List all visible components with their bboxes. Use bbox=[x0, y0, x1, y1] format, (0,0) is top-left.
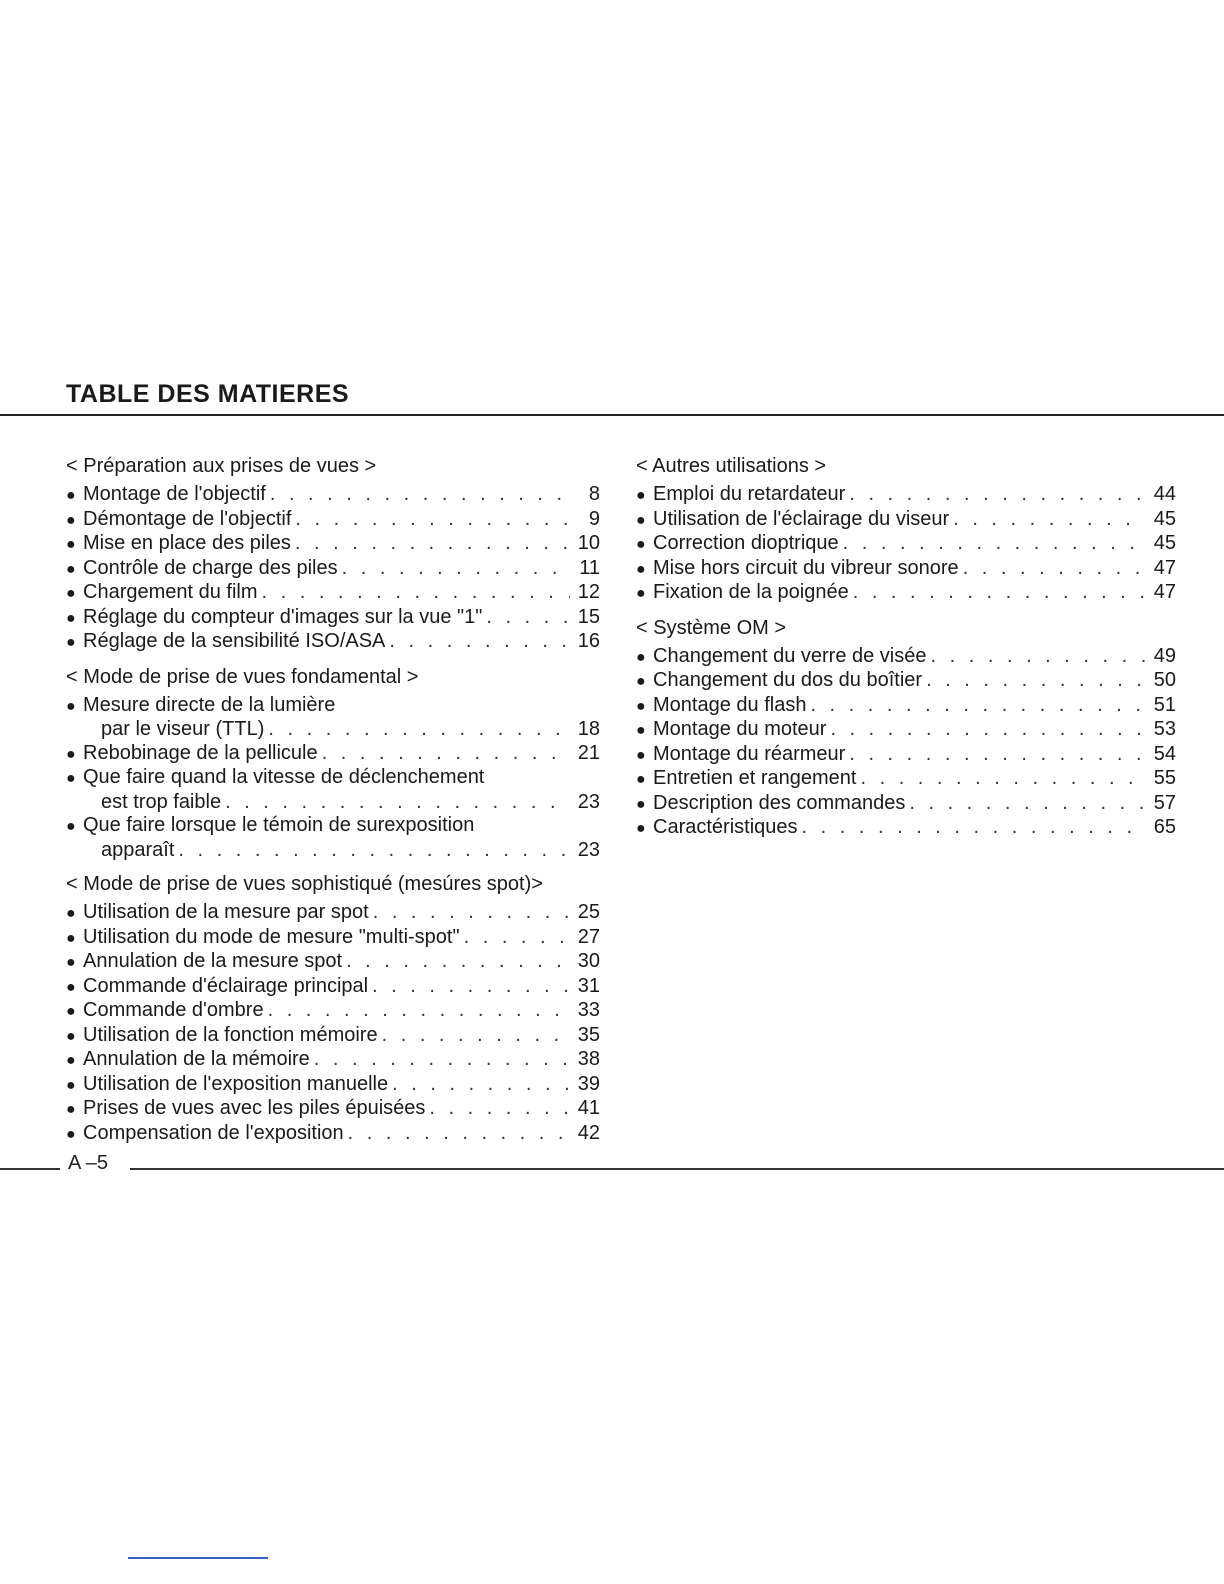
toc-entry-label-continued: est trop faible bbox=[101, 790, 222, 813]
dot-leader bbox=[830, 718, 1146, 742]
toc-entry[interactable] bbox=[66, 1122, 600, 1147]
toc-page-number: 21 bbox=[577, 741, 600, 764]
dot-leader bbox=[810, 694, 1146, 718]
toc-right-column bbox=[636, 454, 1176, 841]
dot-leader bbox=[849, 743, 1146, 767]
blue-underline bbox=[128, 1557, 268, 1559]
toc-entry-label: Mesure directe de la lumière bbox=[83, 693, 336, 716]
toc-entry-label: Montage de l'objectif bbox=[83, 483, 266, 505]
toc-page-number: 53 bbox=[1153, 718, 1176, 740]
dot-leader bbox=[225, 791, 570, 815]
toc-page-number: 55 bbox=[1153, 767, 1176, 789]
section-heading: < Mode de prise de vues fondamental > bbox=[66, 665, 419, 688]
bullet-icon: ● bbox=[66, 1003, 76, 1020]
toc-page-number: 47 bbox=[1153, 556, 1176, 579]
toc-entry[interactable] bbox=[636, 581, 1176, 606]
dot-leader bbox=[860, 767, 1146, 791]
toc-page-number: 35 bbox=[577, 1023, 600, 1046]
footer-rule-right bbox=[130, 1168, 1224, 1170]
toc-entry-label: Prises de vues avec les piles épuisées bbox=[83, 1097, 426, 1119]
toc-entry[interactable] bbox=[636, 532, 1176, 557]
toc-page-number: 12 bbox=[577, 581, 600, 603]
toc-entry-label: Contrôle de charge des piles bbox=[83, 556, 338, 579]
bullet-icon: ● bbox=[636, 536, 646, 553]
toc-entry[interactable] bbox=[636, 767, 1176, 792]
bullet-icon: ● bbox=[66, 954, 76, 971]
toc-entry[interactable] bbox=[66, 950, 600, 975]
bullet-icon: ● bbox=[66, 1101, 76, 1118]
section-heading: < Autres utilisations > bbox=[636, 455, 827, 477]
bullet-icon: ● bbox=[66, 770, 76, 787]
toc-page-number: 39 bbox=[577, 1072, 600, 1095]
toc-page-number: 23 bbox=[577, 790, 600, 813]
toc-entry-continuation[interactable] bbox=[66, 718, 600, 742]
bullet-icon: ● bbox=[636, 722, 646, 739]
toc-page-number: 23 bbox=[577, 838, 600, 861]
toc-entry-label: Emploi du retardateur bbox=[653, 483, 846, 505]
dot-leader bbox=[429, 1097, 570, 1121]
section-heading: < Système OM > bbox=[636, 616, 787, 639]
toc-page-number: 31 bbox=[577, 974, 600, 997]
toc-page-number: 45 bbox=[1153, 532, 1176, 554]
toc-entry-continuation[interactable] bbox=[66, 791, 600, 815]
footer-rule-left bbox=[0, 1168, 60, 1170]
bullet-icon: ● bbox=[66, 978, 76, 996]
toc-entry[interactable] bbox=[636, 645, 1176, 670]
toc-entry-label-continued: apparaît bbox=[101, 838, 175, 861]
page-title: TABLE DES MATIERES bbox=[66, 380, 350, 408]
bullet-icon: ● bbox=[636, 585, 646, 602]
toc-entry-label: Fixation de la poignée bbox=[653, 581, 849, 603]
toc-entry-label-continued: par le viseur (TTL) bbox=[101, 718, 265, 740]
dot-leader bbox=[953, 508, 1146, 532]
dot-leader bbox=[843, 532, 1146, 556]
bullet-icon: ● bbox=[66, 487, 76, 504]
toc-entry[interactable] bbox=[66, 742, 600, 767]
bullet-icon: ● bbox=[66, 634, 76, 651]
bullet-icon: ● bbox=[636, 560, 646, 578]
toc-entry[interactable] bbox=[66, 901, 600, 926]
toc-entry[interactable] bbox=[66, 483, 600, 508]
toc-entry[interactable] bbox=[66, 999, 600, 1024]
bullet-icon: ● bbox=[636, 511, 646, 529]
toc-entry-label: Mise en place des piles bbox=[83, 532, 291, 554]
toc-entry[interactable] bbox=[66, 1073, 600, 1098]
dot-leader bbox=[372, 975, 570, 999]
dot-leader bbox=[322, 742, 570, 766]
toc-entry-label: Mise hors circuit du vibreur sonore bbox=[653, 556, 959, 579]
bullet-icon: ● bbox=[66, 536, 76, 553]
toc-entry-label: Chargement du film bbox=[83, 581, 258, 603]
bullet-icon: ● bbox=[636, 487, 646, 504]
toc-entry-label: Utilisation de l'exposition manuelle bbox=[83, 1072, 389, 1095]
toc-entry-label: Description des commandes bbox=[653, 791, 906, 814]
toc-entry[interactable] bbox=[66, 557, 600, 582]
dot-leader bbox=[178, 839, 570, 863]
toc-entry[interactable] bbox=[66, 630, 600, 655]
toc-entry-label: Entretien et rangement bbox=[653, 767, 857, 789]
toc-entry[interactable] bbox=[66, 766, 600, 791]
toc-entry-label: Montage du réarmeur bbox=[653, 742, 846, 765]
toc-entry[interactable] bbox=[636, 483, 1176, 508]
footer-page-number: A –5 bbox=[68, 1152, 109, 1174]
bullet-icon: ● bbox=[66, 818, 76, 835]
dot-leader bbox=[270, 483, 570, 507]
toc-entry-label: Commande d'éclairage principal bbox=[83, 974, 369, 997]
dot-leader bbox=[268, 999, 570, 1023]
dot-leader bbox=[373, 901, 570, 925]
dot-leader bbox=[346, 950, 570, 974]
toc-entry-label: Annulation de la mesure spot bbox=[83, 950, 343, 972]
toc-page-number: 18 bbox=[577, 718, 600, 740]
toc-entry-continuation[interactable] bbox=[66, 839, 600, 863]
toc-entry-label: Réglage de la sensibilité ISO/ASA bbox=[83, 630, 386, 652]
dot-leader bbox=[926, 669, 1146, 693]
toc-entry-label: Utilisation de la mesure par spot bbox=[83, 901, 369, 923]
toc-entry[interactable] bbox=[66, 581, 600, 606]
toc-entry[interactable] bbox=[636, 694, 1176, 719]
toc-entry[interactable] bbox=[66, 1097, 600, 1122]
toc-entry-label: Correction dioptrique bbox=[653, 532, 839, 554]
toc-entry[interactable] bbox=[66, 532, 600, 557]
dot-leader bbox=[295, 508, 570, 532]
dot-leader bbox=[392, 1073, 570, 1097]
toc-page-number: 10 bbox=[577, 532, 600, 554]
toc-entry[interactable] bbox=[66, 606, 600, 631]
dot-leader bbox=[464, 926, 570, 950]
toc-page-number: 47 bbox=[1153, 581, 1176, 603]
toc-entry-label: Montage du flash bbox=[653, 693, 807, 716]
toc-page-number: 16 bbox=[577, 630, 600, 652]
toc-page-number: 15 bbox=[577, 605, 600, 628]
toc-entry[interactable] bbox=[66, 926, 600, 951]
toc-page-number: 9 bbox=[588, 507, 600, 530]
toc-entry[interactable] bbox=[66, 508, 600, 533]
toc-entry-label: Que faire lorsque le témoin de surexposition bbox=[83, 814, 475, 836]
toc-page-number: 45 bbox=[1153, 507, 1176, 530]
toc-entry-label: Changement du dos du boîtier bbox=[653, 669, 923, 691]
page-footer bbox=[0, 1152, 1224, 1176]
dot-leader bbox=[314, 1048, 570, 1072]
toc-page-number: 41 bbox=[577, 1097, 600, 1119]
toc-entry[interactable] bbox=[636, 669, 1176, 694]
toc-page-number: 11 bbox=[579, 556, 600, 579]
toc-entry[interactable] bbox=[636, 792, 1176, 817]
toc-page-number: 65 bbox=[1153, 816, 1176, 838]
header-rule bbox=[0, 414, 1224, 416]
toc-page-number: 54 bbox=[1153, 742, 1176, 765]
toc-entry[interactable] bbox=[66, 1024, 600, 1049]
toc-entry[interactable] bbox=[66, 1048, 600, 1073]
dot-leader bbox=[802, 816, 1146, 840]
bullet-icon: ● bbox=[66, 745, 76, 763]
bullet-icon: ● bbox=[66, 1027, 76, 1045]
dot-leader bbox=[295, 532, 570, 556]
bullet-icon: ● bbox=[636, 697, 646, 715]
toc-page-number: 50 bbox=[1153, 669, 1176, 691]
section-heading: < Mode de prise de vues sophistiqué (mesúres spot)> bbox=[66, 873, 543, 895]
toc-left-column bbox=[66, 454, 600, 1146]
toc-entry-label: Que faire quand la vitesse de déclenchement bbox=[83, 766, 485, 788]
toc-entry-label: Utilisation de l'éclairage du viseur bbox=[653, 507, 950, 530]
toc-entry[interactable] bbox=[66, 814, 600, 839]
toc-page-number: 42 bbox=[577, 1121, 600, 1144]
toc-entry[interactable] bbox=[636, 743, 1176, 768]
dot-leader bbox=[486, 606, 570, 630]
toc-entry-label: Compensation de l'exposition bbox=[83, 1121, 344, 1144]
toc-entry-label: Utilisation de la fonction mémoire bbox=[83, 1023, 378, 1046]
bullet-icon: ● bbox=[66, 1076, 76, 1094]
toc-entry-label: Montage du moteur bbox=[653, 718, 827, 740]
dot-leader bbox=[909, 792, 1146, 816]
toc-page-number: 25 bbox=[577, 901, 600, 923]
bullet-icon: ● bbox=[636, 746, 646, 764]
toc-page-number: 38 bbox=[577, 1048, 600, 1070]
dot-leader bbox=[963, 557, 1146, 581]
toc-entry[interactable] bbox=[66, 975, 600, 1000]
bullet-icon: ● bbox=[66, 905, 76, 922]
toc-entry-label: Utilisation du mode de mesure "multi-spot" bbox=[83, 925, 460, 948]
toc-entry[interactable] bbox=[636, 816, 1176, 841]
toc-page-number: 8 bbox=[588, 483, 600, 505]
toc-entry-label: Commande d'ombre bbox=[83, 999, 264, 1021]
bullet-icon: ● bbox=[66, 560, 76, 578]
toc-entry-label: Démontage de l'objectif bbox=[83, 507, 292, 530]
toc-page-number: 57 bbox=[1153, 791, 1176, 814]
bullet-icon: ● bbox=[66, 1052, 76, 1069]
dot-leader bbox=[389, 630, 570, 654]
bullet-icon: ● bbox=[66, 929, 76, 947]
dot-leader bbox=[342, 557, 570, 581]
toc-page-number: 33 bbox=[577, 999, 600, 1021]
dot-leader bbox=[853, 581, 1146, 605]
bullet-icon: ● bbox=[636, 820, 646, 837]
dot-leader bbox=[268, 718, 570, 742]
toc-entry-label: Réglage du compteur d'images sur la vue "1" bbox=[83, 605, 483, 628]
toc-entry[interactable] bbox=[636, 508, 1176, 533]
bullet-icon: ● bbox=[66, 585, 76, 602]
toc-entry-label: Caractéristiques bbox=[653, 816, 798, 838]
dot-leader bbox=[382, 1024, 570, 1048]
toc-entry-label: Changement du verre de visée bbox=[653, 644, 927, 667]
bullet-icon: ● bbox=[66, 609, 76, 627]
bullet-icon: ● bbox=[636, 673, 646, 690]
bullet-icon: ● bbox=[636, 648, 646, 666]
toc-entry-label: Annulation de la mémoire bbox=[83, 1048, 310, 1070]
bullet-icon: ● bbox=[66, 1125, 76, 1143]
bullet-icon: ● bbox=[636, 795, 646, 813]
toc-page-number: 49 bbox=[1153, 644, 1176, 667]
dot-leader bbox=[262, 581, 570, 605]
toc-page-number: 30 bbox=[577, 950, 600, 972]
toc-page-number: 44 bbox=[1153, 483, 1176, 505]
dot-leader bbox=[849, 483, 1146, 507]
dot-leader bbox=[931, 645, 1147, 669]
toc-entry[interactable] bbox=[636, 557, 1176, 582]
toc-page-number: 27 bbox=[577, 925, 600, 948]
bullet-icon: ● bbox=[636, 771, 646, 788]
toc-entry[interactable] bbox=[66, 694, 600, 719]
toc-page-number: 51 bbox=[1153, 693, 1176, 716]
bullet-icon: ● bbox=[66, 697, 76, 715]
section-heading: < Préparation aux prises de vues > bbox=[66, 455, 377, 477]
toc-entry[interactable] bbox=[636, 718, 1176, 743]
bullet-icon: ● bbox=[66, 511, 76, 529]
toc-entry-label: Rebobinage de la pellicule bbox=[83, 741, 318, 764]
dot-leader bbox=[348, 1122, 570, 1146]
